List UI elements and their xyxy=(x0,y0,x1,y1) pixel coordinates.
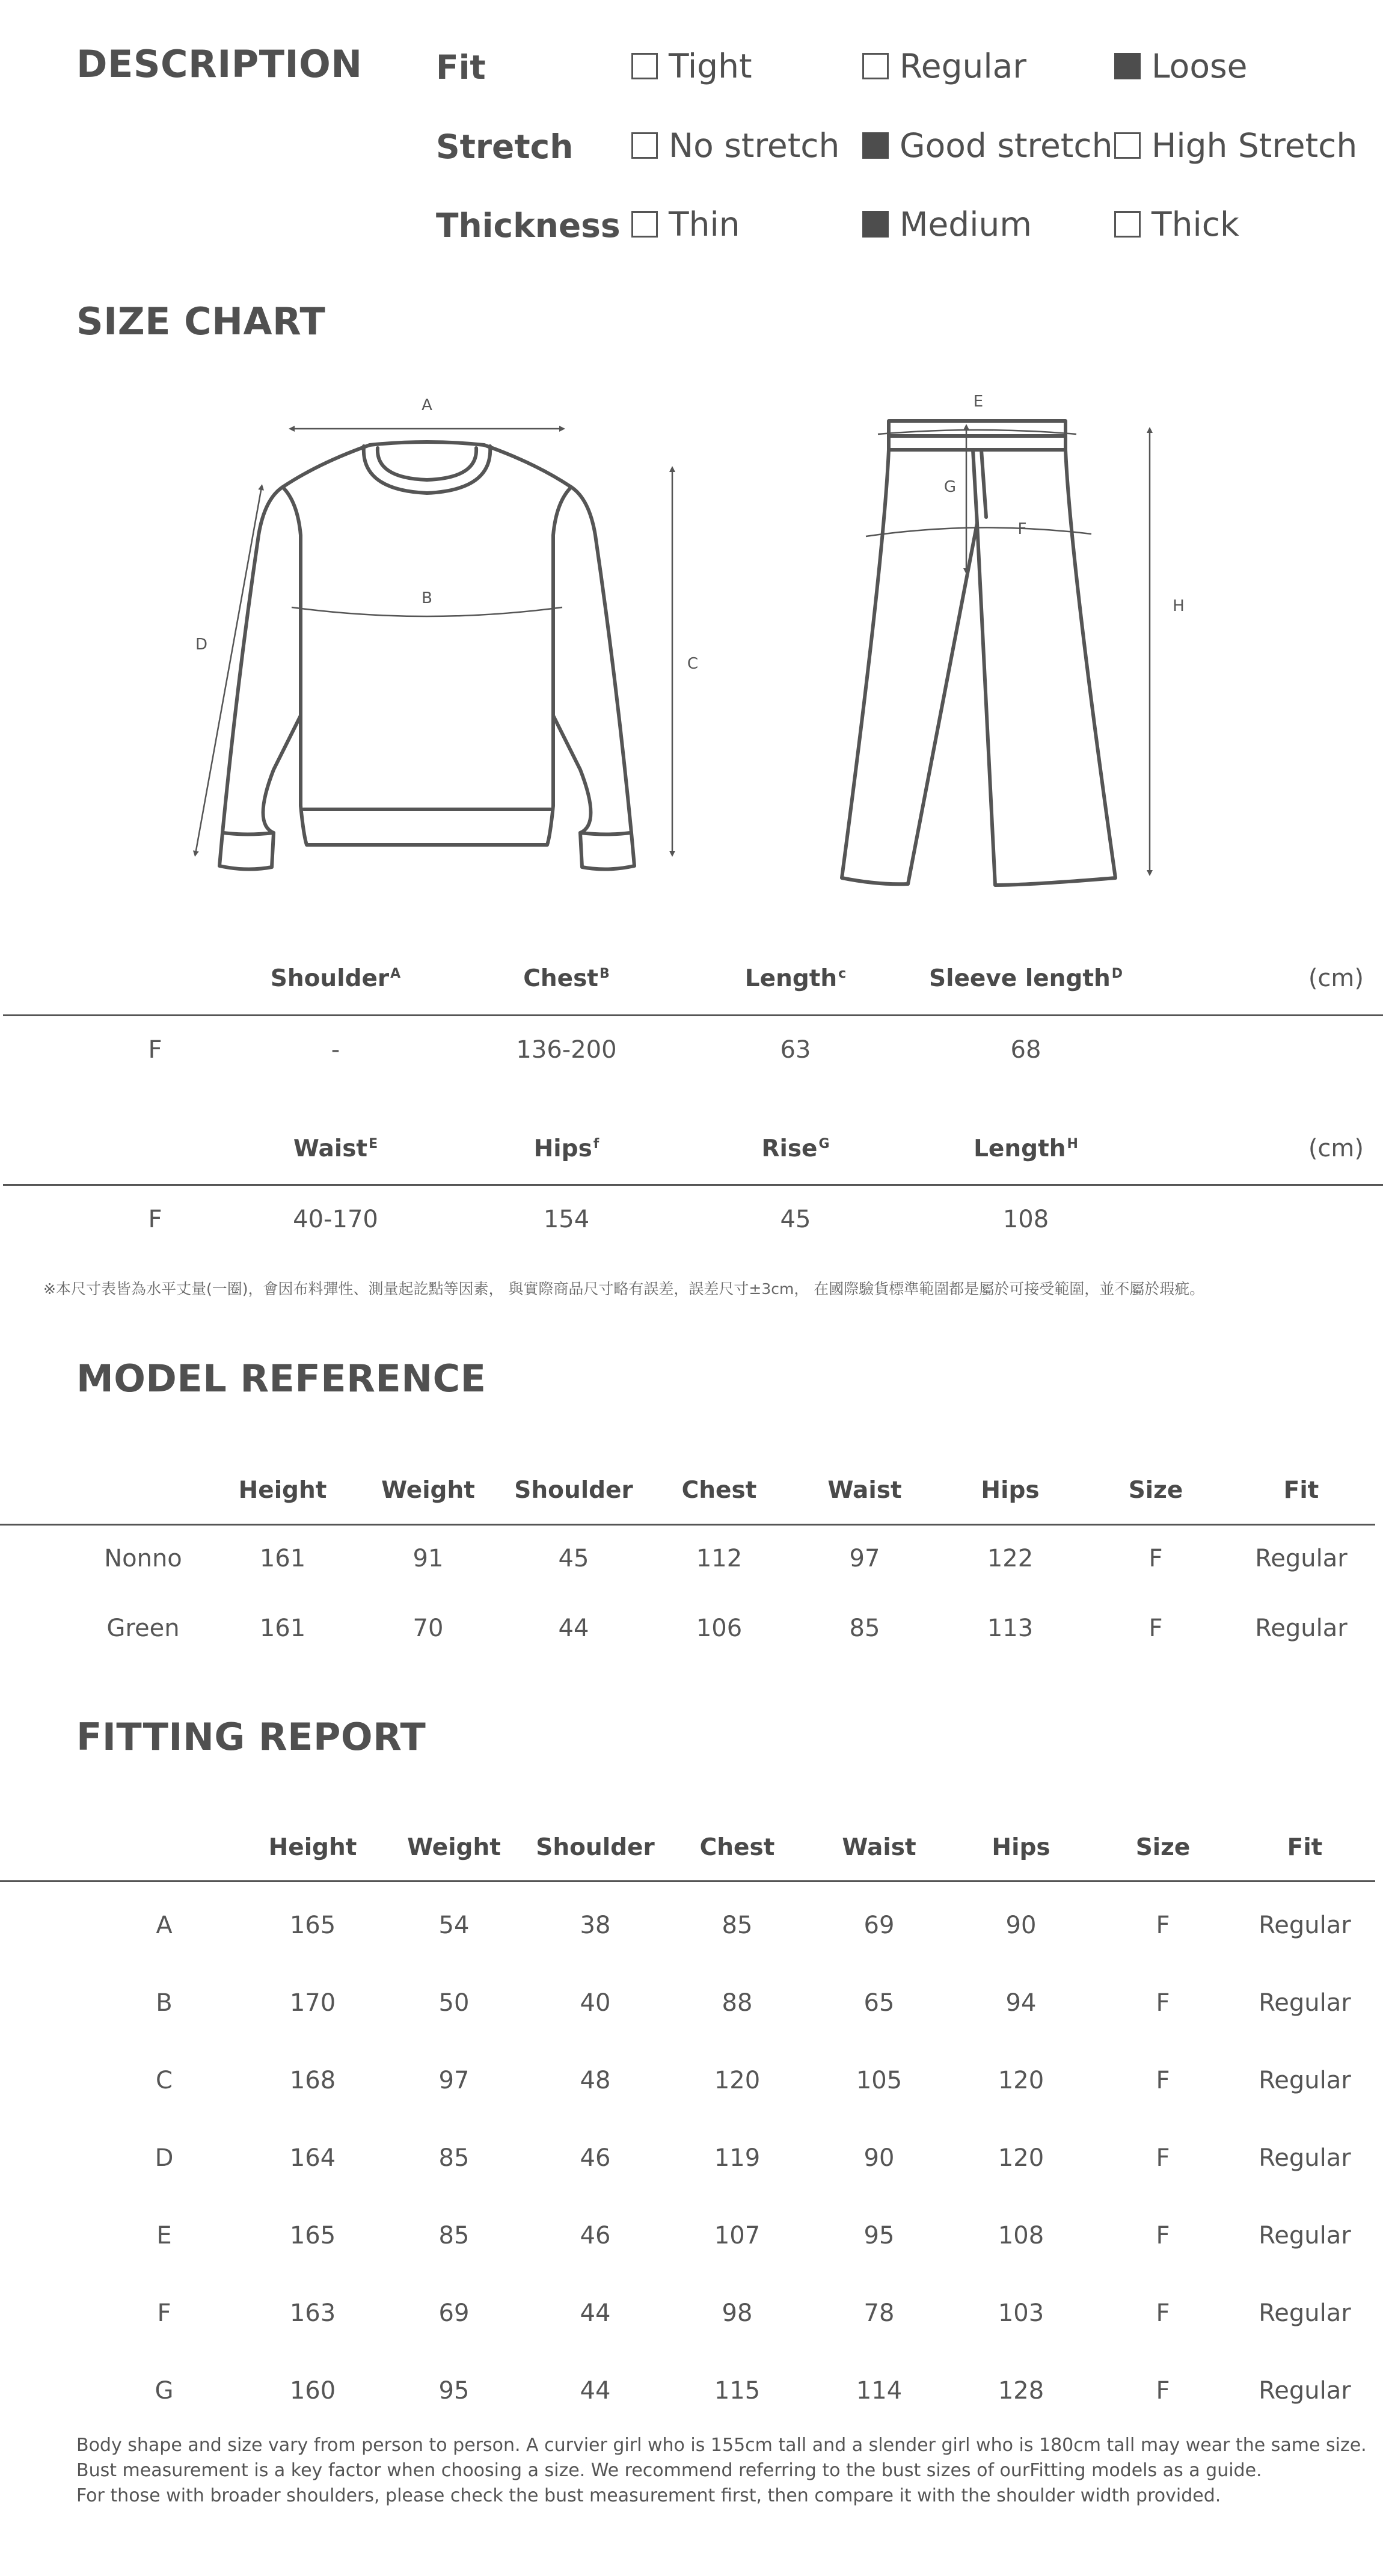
value-cell: 113 xyxy=(987,1615,1034,1642)
table-row xyxy=(0,1901,1383,1949)
header-waist: Waist xyxy=(827,1476,902,1504)
diagram-label-f: F xyxy=(1017,520,1027,538)
footnote-line: Body shape and size vary from person to person. A curvier girl who is 155cm tall and a slender girl who is 180cm tall may wear the same size. xyxy=(76,2435,1367,2456)
value-cell: 44 xyxy=(580,2299,611,2327)
table-row xyxy=(0,1979,1383,2027)
description-label-thickness: Thickness xyxy=(436,206,621,245)
fitting-report-title: FITTING REPORT xyxy=(76,1715,426,1759)
value-cell: 78 xyxy=(863,2299,895,2327)
value-cell: 103 xyxy=(998,2299,1044,2327)
value-cell: 46 xyxy=(580,2222,611,2249)
fitting-table-header xyxy=(0,1823,1383,1871)
diagram-label-g: G xyxy=(943,478,957,496)
diagram-label-e: E xyxy=(973,393,984,411)
value-cell: Regular xyxy=(1255,1615,1348,1642)
value-cell: 164 xyxy=(289,2144,336,2172)
header-hips: Hips $^f$ xyxy=(533,1135,600,1162)
value-cell: 65 xyxy=(863,1989,895,2017)
header-weight: Weight xyxy=(407,1833,501,1861)
thickness-option-medium: Medium xyxy=(862,205,1032,244)
value-cell: 128 xyxy=(998,2377,1044,2405)
value-cell: 85 xyxy=(438,2222,470,2249)
value-cell: 44 xyxy=(558,1615,589,1642)
thickness-option-thick: Thick xyxy=(1114,205,1239,244)
value-cell: 154 xyxy=(543,1206,590,1233)
diagram-label-c: C xyxy=(687,655,699,673)
value-cell: 115 xyxy=(714,2377,761,2405)
value-cell: 98 xyxy=(722,2299,753,2327)
value-cell: 46 xyxy=(580,2144,611,2172)
header-size: Size xyxy=(1135,1833,1191,1861)
header-height: Height xyxy=(238,1476,327,1504)
size-disclaimer-note: ※本尺寸表皆為水平丈量(一圈)，會因布料彈性、測量起訖點等因素， 與實際商品尺寸略有誤差，誤差尺寸±3cm， 在國際驗貨標準範圍都是屬於可接受範圍，並不屬於瑕疵。 xyxy=(43,1280,1205,1298)
value-cell: 168 xyxy=(289,2067,336,2094)
value-cell: Regular xyxy=(1259,2222,1351,2249)
value-cell: 120 xyxy=(714,2067,761,2094)
value-cell: Regular xyxy=(1259,2067,1351,2094)
size-table-bottom-unit: (cm) xyxy=(1308,1135,1364,1162)
sweatshirt-outline xyxy=(219,442,634,869)
header-hips: Hips xyxy=(981,1476,1040,1504)
size-table-top-unit: (cm) xyxy=(1308,964,1364,992)
value-cell: 161 xyxy=(259,1545,306,1572)
header-weight: Weight xyxy=(381,1476,475,1504)
value-cell: Regular xyxy=(1259,2299,1351,2327)
value-cell: F xyxy=(1148,1615,1163,1642)
value-cell: 44 xyxy=(580,2377,611,2405)
value-cell: 112 xyxy=(696,1545,743,1572)
value-cell: F xyxy=(1156,2377,1170,2405)
value-cell: F xyxy=(1156,1989,1170,2017)
stretch-option-no-stretch: No stretch xyxy=(631,126,839,165)
diagram-label-b: B xyxy=(422,589,432,607)
header-size: Size xyxy=(1128,1476,1183,1504)
table-row xyxy=(0,1604,1383,1652)
value-cell: 165 xyxy=(289,2222,336,2249)
fitter-name: G xyxy=(155,2377,174,2405)
checkbox-icon xyxy=(631,53,658,79)
value-cell: 63 xyxy=(780,1036,811,1064)
value-cell: 40-170 xyxy=(293,1206,378,1233)
value-cell: 85 xyxy=(722,1912,753,1939)
model-reference-title: MODEL REFERENCE xyxy=(76,1357,486,1400)
stretch-option-high-stretch: High Stretch xyxy=(1114,126,1357,165)
footnote-line: For those with broader shoulders, please check the bust measurement first, then compare it with the shoulder width provided. xyxy=(76,2485,1221,2506)
value-cell: 114 xyxy=(856,2377,903,2405)
fitter-name: F xyxy=(157,2299,171,2327)
header-hips: Hips xyxy=(992,1833,1050,1861)
value-cell: 161 xyxy=(259,1615,306,1642)
model-table-header xyxy=(0,1466,1383,1514)
value-cell: 170 xyxy=(289,1989,336,2017)
value-cell: F xyxy=(1156,1912,1170,1939)
model-name: Nonno xyxy=(104,1545,182,1572)
header-shoulder: Shoulder xyxy=(514,1476,633,1504)
size-table-bottom-header xyxy=(0,1124,1383,1173)
value-cell: 97 xyxy=(849,1545,880,1572)
value-cell: 95 xyxy=(863,2222,895,2249)
fitter-name: A xyxy=(156,1912,173,1939)
diagram-label-a: A xyxy=(422,396,432,414)
footnote-line: Bust measurement is a key factor when choosing a size. We recommend referring to the bust sizes of ourFitting models as a guide. xyxy=(76,2460,1262,2481)
header-chest: Chest xyxy=(681,1476,757,1504)
value-cell: 136-200 xyxy=(516,1036,617,1064)
value-cell: 85 xyxy=(849,1615,880,1642)
size-cell: F xyxy=(148,1036,162,1064)
value-cell: Regular xyxy=(1259,2377,1351,2405)
header-length: Length $^c$ xyxy=(744,964,847,992)
description-title: DESCRIPTION xyxy=(76,42,363,86)
header-fit: Fit xyxy=(1283,1476,1319,1504)
header-chest: Chest $^B$ xyxy=(523,964,610,992)
fitter-name: D xyxy=(155,2144,174,2172)
size-table-top-header xyxy=(0,954,1383,1002)
value-cell: 120 xyxy=(998,2067,1044,2094)
checkbox-icon xyxy=(631,132,658,159)
value-cell: 122 xyxy=(987,1545,1034,1572)
value-cell: 107 xyxy=(714,2222,761,2249)
value-cell: 94 xyxy=(1005,1989,1037,2017)
stretch-option-good-stretch: Good stretch xyxy=(862,126,1112,165)
value-cell: 120 xyxy=(998,2144,1044,2172)
value-cell: 45 xyxy=(558,1545,589,1572)
header-shoulder: Shoulder $^A$ xyxy=(270,964,401,992)
size-cell: F xyxy=(148,1206,162,1233)
value-cell: F xyxy=(1156,2144,1170,2172)
table-divider xyxy=(3,1184,1383,1186)
value-cell: 40 xyxy=(580,1989,611,2017)
fitter-name: E xyxy=(156,2222,172,2249)
header-rise: Rise $^G$ xyxy=(761,1135,830,1162)
value-cell: 88 xyxy=(722,1989,753,2017)
checkbox-checked-icon xyxy=(862,211,889,238)
header-shoulder: Shoulder xyxy=(536,1833,655,1861)
value-cell: 105 xyxy=(856,2067,903,2094)
value-cell: F xyxy=(1156,2299,1170,2327)
value-cell: 90 xyxy=(863,2144,895,2172)
value-cell: - xyxy=(331,1036,340,1064)
table-row xyxy=(0,1535,1383,1583)
checkbox-icon xyxy=(1114,211,1141,238)
table-row xyxy=(0,1026,1383,1074)
pants-outline xyxy=(842,421,1115,885)
value-cell: 119 xyxy=(714,2144,761,2172)
value-cell: 160 xyxy=(289,2377,336,2405)
value-cell: Regular xyxy=(1259,1989,1351,2017)
model-name: Green xyxy=(106,1615,180,1642)
value-cell: 50 xyxy=(438,1989,470,2017)
value-cell: 97 xyxy=(438,2067,470,2094)
table-row xyxy=(0,1195,1383,1244)
value-cell: 108 xyxy=(1002,1206,1049,1233)
header-sleeve-length: Sleeve length $^D$ xyxy=(929,964,1123,992)
fit-option-loose: Loose xyxy=(1114,47,1247,85)
value-cell: 165 xyxy=(289,1912,336,1939)
thickness-option-thin: Thin xyxy=(631,205,740,244)
value-cell: F xyxy=(1148,1545,1163,1572)
header-length: Length $^H$ xyxy=(974,1135,1078,1162)
description-label-stretch: Stretch xyxy=(436,127,574,166)
value-cell: 91 xyxy=(412,1545,444,1572)
value-cell: 85 xyxy=(438,2144,470,2172)
checkbox-icon xyxy=(1114,132,1141,159)
value-cell: 108 xyxy=(998,2222,1044,2249)
header-height: Height xyxy=(268,1833,357,1861)
header-waist: Waist xyxy=(842,1833,916,1861)
checkbox-checked-icon xyxy=(1114,53,1141,79)
garment-diagram xyxy=(0,379,1383,908)
checkbox-checked-icon xyxy=(862,132,889,159)
fit-option-tight: Tight xyxy=(631,47,752,85)
size-chart-title: SIZE CHART xyxy=(76,299,326,343)
value-cell: 68 xyxy=(1010,1036,1041,1064)
description-label-fit: Fit xyxy=(436,48,486,87)
value-cell: 70 xyxy=(412,1615,444,1642)
table-row xyxy=(0,2367,1383,2415)
table-divider xyxy=(3,1014,1383,1016)
checkbox-icon xyxy=(862,53,889,79)
fitter-name: B xyxy=(156,1989,173,2017)
value-cell: 69 xyxy=(863,1912,895,1939)
value-cell: Regular xyxy=(1259,2144,1351,2172)
value-cell: 163 xyxy=(289,2299,336,2327)
value-cell: F xyxy=(1156,2222,1170,2249)
table-row xyxy=(0,2056,1383,2105)
diagram-label-h: H xyxy=(1173,597,1185,615)
value-cell: 69 xyxy=(438,2299,470,2327)
fitting-footnotes xyxy=(76,2433,1367,2509)
value-cell: 95 xyxy=(438,2377,470,2405)
value-cell: 38 xyxy=(580,1912,611,1939)
value-cell: 48 xyxy=(580,2067,611,2094)
header-fit: Fit xyxy=(1287,1833,1323,1861)
table-divider xyxy=(0,1524,1375,1526)
header-waist: Waist $^E$ xyxy=(293,1135,378,1162)
diagram-label-d: D xyxy=(195,636,208,654)
table-divider xyxy=(0,1880,1375,1882)
checkbox-icon xyxy=(631,211,658,238)
header-chest: Chest xyxy=(699,1833,775,1861)
table-row xyxy=(0,2134,1383,2182)
value-cell: 90 xyxy=(1005,1912,1037,1939)
value-cell: 45 xyxy=(780,1206,811,1233)
fitter-name: C xyxy=(156,2067,173,2094)
value-cell: Regular xyxy=(1255,1545,1348,1572)
value-cell: 54 xyxy=(438,1912,470,1939)
value-cell: 106 xyxy=(696,1615,743,1642)
table-row xyxy=(0,2212,1383,2260)
fit-option-regular: Regular xyxy=(862,47,1026,85)
table-row xyxy=(0,2289,1383,2337)
value-cell: F xyxy=(1156,2067,1170,2094)
value-cell: Regular xyxy=(1259,1912,1351,1939)
